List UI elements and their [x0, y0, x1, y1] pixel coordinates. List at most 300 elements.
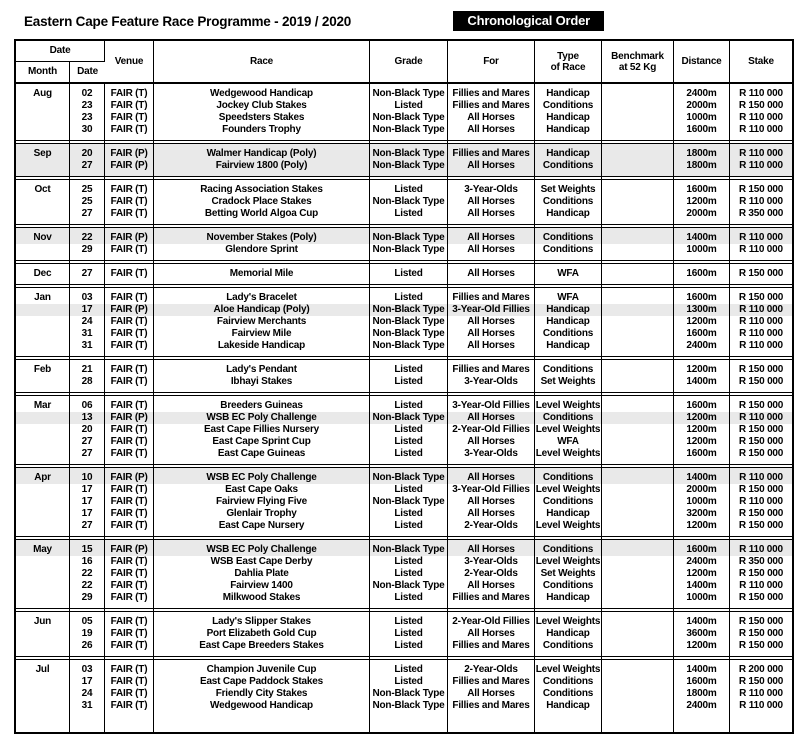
- cell-stake: R 150 000: [738, 592, 784, 603]
- cell-race: Ibhayi Stakes: [154, 376, 370, 392]
- cell-stake: R 150 000: [738, 448, 784, 459]
- cell-grade: Listed: [370, 660, 448, 676]
- cell-race: Champion Juvenile Cup: [154, 660, 370, 676]
- cell-benchmark: [602, 612, 674, 628]
- cell-grade: Non-Black Type: [370, 496, 448, 508]
- header-race: Race: [154, 41, 370, 84]
- cell-grade: Listed: [370, 556, 448, 568]
- cell-stake: R 150 000: [738, 184, 784, 195]
- cell-for: All Horses: [448, 160, 535, 176]
- cell-race: Speedsters Stakes: [154, 112, 370, 124]
- cell-for: Fillies and Mares: [448, 144, 535, 160]
- header-date-group: Date: [16, 41, 105, 62]
- cell-distance: 1200m: [674, 196, 730, 208]
- cell-for: Fillies and Mares: [448, 700, 535, 732]
- cell-grade: Non-Black Type: [370, 316, 448, 328]
- cell-for: All Horses: [448, 412, 535, 424]
- cell-type-of-race: Conditions: [535, 540, 602, 556]
- race-row: [16, 612, 792, 628]
- cell-month: [16, 628, 70, 640]
- cell-benchmark: [602, 540, 674, 556]
- cell-grade: Listed: [370, 508, 448, 520]
- cell-distance: 1600m: [674, 264, 730, 284]
- cell-benchmark: [602, 208, 674, 224]
- cell-type-of-race: Level Weights: [535, 448, 602, 464]
- cell-distance: 1200m: [674, 640, 730, 656]
- cell-month: [16, 304, 70, 316]
- cell-date: 17: [70, 304, 105, 316]
- cell-race: East Cape Guineas: [154, 448, 370, 464]
- race-row: [16, 540, 792, 556]
- cell-venue: FAIR (T): [105, 508, 154, 520]
- cell-stake: R 150 000: [738, 676, 784, 687]
- cell-venue: FAIR (P): [105, 540, 154, 556]
- cell-for: All Horses: [448, 124, 535, 140]
- cell-benchmark: [602, 436, 674, 448]
- cell-race: Glendore Sprint: [154, 244, 370, 260]
- cell-race: Wedgewood Handicap: [154, 700, 370, 732]
- cell-for: All Horses: [448, 540, 535, 556]
- cell-date: 16: [70, 556, 105, 568]
- race-row: [16, 640, 792, 656]
- cell-for: 3-Year-Olds: [448, 180, 535, 196]
- cell-venue: FAIR (T): [105, 484, 154, 496]
- cell-distance: 1200m: [674, 424, 730, 436]
- cell-month: [16, 316, 70, 328]
- cell-distance: 1400m: [674, 580, 730, 592]
- cell-grade: Listed: [370, 676, 448, 688]
- cell-venue: FAIR (T): [105, 316, 154, 328]
- cell-grade: Non-Black Type: [370, 580, 448, 592]
- cell-benchmark: [602, 264, 674, 284]
- cell-venue: FAIR (T): [105, 580, 154, 592]
- cell-venue: FAIR (T): [105, 100, 154, 112]
- cell-for: 3-Year-Old Fillies: [448, 484, 535, 496]
- cell-month: [16, 580, 70, 592]
- cell-stake: R 150 000: [738, 628, 784, 639]
- race-row: [16, 412, 792, 424]
- cell-grade: Listed: [370, 484, 448, 496]
- race-row: [16, 660, 792, 676]
- race-row: [16, 520, 792, 536]
- cell-venue: FAIR (P): [105, 160, 154, 176]
- cell-date: 29: [70, 244, 105, 260]
- cell-stake: R 150 000: [738, 484, 784, 495]
- cell-type-of-race: Level Weights: [535, 484, 601, 495]
- cell-grade: Listed: [370, 100, 448, 112]
- race-row: [16, 264, 792, 284]
- cell-venue: FAIR (T): [105, 660, 154, 676]
- cell-venue: FAIR (T): [105, 376, 154, 392]
- cell-date: 30: [70, 124, 105, 140]
- cell-distance: 1000m: [674, 112, 730, 124]
- cell-distance: 1400m: [674, 612, 730, 628]
- cell-race: November Stakes (Poly): [154, 228, 370, 244]
- cell-grade: Listed: [370, 436, 448, 448]
- cell-stake: R 110 000: [739, 112, 783, 123]
- cell-benchmark: [602, 580, 674, 592]
- cell-race: Lady's Bracelet: [154, 288, 370, 304]
- cell-for: Fillies and Mares: [448, 360, 535, 376]
- race-row: [16, 144, 792, 160]
- cell-benchmark: [602, 100, 674, 112]
- cell-for: All Horses: [448, 496, 535, 508]
- cell-distance: 1600m: [674, 396, 730, 412]
- cell-month: [16, 328, 70, 340]
- race-row: [16, 496, 792, 508]
- cell-type-of-race: Conditions: [535, 244, 602, 260]
- cell-stake: R 110 000: [739, 688, 783, 699]
- cell-race: East Cape Nursery: [154, 520, 370, 536]
- cell-race: Aloe Handicap (Poly): [154, 304, 370, 316]
- cell-date: 17: [70, 676, 105, 688]
- cell-grade: Non-Black Type: [370, 304, 448, 316]
- race-row: [16, 124, 792, 140]
- cell-for: All Horses: [448, 688, 535, 700]
- cell-month: Jul: [16, 660, 70, 676]
- cell-type-of-race: Conditions: [535, 468, 602, 484]
- cell-stake: R 110 000: [739, 700, 783, 711]
- cell-for: All Horses: [448, 468, 535, 484]
- cell-for: All Horses: [448, 228, 535, 244]
- cell-type-of-race: Conditions: [535, 196, 602, 208]
- cell-distance: 1600m: [674, 448, 730, 464]
- cell-benchmark: [602, 244, 674, 260]
- cell-distance: 2000m: [674, 100, 730, 112]
- cell-race: Fairview Mile: [154, 328, 370, 340]
- cell-date: 23: [70, 100, 105, 112]
- cell-month: Mar: [16, 396, 70, 412]
- cell-benchmark: [602, 124, 674, 140]
- cell-month: [16, 124, 70, 140]
- order-badge: Chronological Order: [453, 11, 604, 31]
- cell-race: East Cape Breeders Stakes: [154, 640, 370, 656]
- cell-venue: FAIR (T): [105, 556, 154, 568]
- cell-grade: Non-Black Type: [370, 244, 448, 260]
- cell-stake: R 110 000: [730, 228, 792, 244]
- race-row: [16, 508, 792, 520]
- cell-venue: FAIR (T): [105, 676, 154, 688]
- table-header: [16, 41, 792, 84]
- cell-grade: Non-Black Type: [370, 124, 448, 140]
- cell-date: 27: [70, 436, 105, 448]
- cell-race: Founders Trophy: [154, 124, 370, 140]
- cell-type-of-race: Handicap: [535, 592, 602, 608]
- cell-stake: R 150 000: [738, 400, 784, 411]
- cell-venue: FAIR (T): [105, 612, 154, 628]
- cell-type-of-race: Level Weights: [535, 612, 602, 628]
- race-row: [16, 196, 792, 208]
- cell-race: WSB EC Poly Challenge: [154, 412, 370, 424]
- cell-venue: FAIR (T): [105, 208, 154, 224]
- cell-grade: Non-Black Type: [370, 340, 448, 356]
- cell-grade: Listed: [370, 288, 448, 304]
- cell-venue: FAIR (T): [105, 396, 154, 412]
- cell-venue: FAIR (P): [105, 144, 154, 160]
- cell-date: 22: [70, 228, 105, 244]
- cell-stake: R 110 000: [739, 580, 783, 591]
- race-row: [16, 112, 792, 124]
- cell-race: Cradock Place Stakes: [154, 196, 370, 208]
- cell-grade: Non-Black Type: [370, 196, 448, 208]
- cell-month: [16, 196, 70, 208]
- cell-month: [16, 688, 70, 700]
- cell-for: 3-Year-Olds: [448, 448, 535, 464]
- race-row: [16, 316, 792, 328]
- cell-type-of-race: Handicap: [535, 124, 602, 140]
- cell-month: [16, 520, 70, 536]
- cell-date: 05: [70, 612, 105, 628]
- title-bar: [24, 9, 776, 33]
- cell-date: 17: [70, 496, 105, 508]
- cell-race: Milkwood Stakes: [154, 592, 370, 608]
- cell-date: 03: [70, 660, 105, 676]
- cell-grade: Non-Black Type: [370, 688, 448, 700]
- cell-benchmark: [602, 84, 674, 100]
- cell-for: All Horses: [448, 436, 535, 448]
- cell-date: 27: [70, 208, 105, 224]
- cell-date: 26: [70, 640, 105, 656]
- cell-month: Oct: [16, 180, 70, 196]
- cell-stake: R 200 000: [738, 664, 784, 675]
- cell-month: [16, 160, 70, 176]
- cell-date: 27: [70, 520, 105, 536]
- cell-benchmark: [602, 328, 674, 340]
- cell-grade: Non-Black Type: [370, 160, 448, 176]
- cell-type-of-race: Handicap: [535, 144, 602, 160]
- cell-stake: R 350 000: [738, 556, 784, 567]
- cell-benchmark: [602, 568, 674, 580]
- header-type-line1: Type: [557, 50, 579, 62]
- cell-benchmark: [602, 640, 674, 656]
- cell-month: [16, 568, 70, 580]
- header-type-of-race: [535, 41, 602, 84]
- cell-stake: R 350 000: [738, 208, 784, 219]
- cell-venue: FAIR (T): [105, 196, 154, 208]
- cell-date: 20: [70, 144, 105, 160]
- cell-benchmark: [602, 196, 674, 208]
- cell-venue: FAIR (T): [105, 496, 154, 508]
- cell-for: All Horses: [448, 112, 535, 124]
- race-row: [16, 228, 792, 244]
- header-distance: Distance: [674, 41, 730, 84]
- cell-benchmark: [602, 360, 674, 376]
- cell-for: Fillies and Mares: [448, 676, 535, 688]
- cell-grade: Listed: [370, 396, 448, 412]
- cell-race: Breeders Guineas: [154, 396, 370, 412]
- cell-type-of-race: Handicap: [535, 316, 602, 328]
- cell-stake: R 110 000: [739, 316, 783, 327]
- cell-for: 2-Year-Olds: [448, 520, 535, 536]
- cell-type-of-race: Level Weights: [535, 396, 602, 412]
- cell-distance: 1400m: [674, 660, 730, 676]
- race-programme-table: [14, 39, 794, 734]
- cell-month: [16, 424, 70, 436]
- cell-grade: Listed: [370, 520, 448, 536]
- cell-grade: Listed: [370, 612, 448, 628]
- cell-stake: R 110 000: [730, 144, 792, 160]
- cell-benchmark: [602, 700, 674, 732]
- race-row: [16, 340, 792, 356]
- cell-distance: 2000m: [674, 208, 730, 224]
- cell-distance: 1400m: [674, 228, 730, 244]
- cell-distance: 1800m: [674, 144, 730, 160]
- cell-distance: 2400m: [674, 700, 730, 732]
- cell-distance: 1200m: [674, 568, 730, 580]
- cell-type-of-race: Conditions: [535, 640, 602, 656]
- race-row: [16, 580, 792, 592]
- cell-type-of-race: Conditions: [535, 328, 602, 340]
- cell-month: [16, 700, 70, 732]
- cell-stake: R 110 000: [730, 468, 792, 484]
- cell-stake: R 110 000: [739, 340, 783, 351]
- cell-month: Jun: [16, 612, 70, 628]
- cell-date: 27: [70, 160, 105, 176]
- cell-distance: 1600m: [674, 180, 730, 196]
- cell-benchmark: [602, 412, 674, 424]
- cell-venue: FAIR (T): [105, 124, 154, 140]
- race-row: [16, 100, 792, 112]
- cell-stake: R 110 000: [739, 88, 783, 99]
- cell-benchmark: [602, 448, 674, 464]
- cell-venue: FAIR (T): [105, 264, 154, 284]
- race-table-body: [16, 84, 792, 732]
- cell-venue: FAIR (T): [105, 424, 154, 436]
- cell-race: Fairview 1800 (Poly): [154, 160, 370, 176]
- race-row: [16, 700, 792, 732]
- cell-type-of-race: Conditions: [535, 580, 602, 592]
- cell-type-of-race: WFA: [535, 288, 602, 304]
- cell-month: [16, 496, 70, 508]
- cell-distance: 2400m: [674, 84, 730, 100]
- cell-type-of-race: Set Weights: [535, 180, 602, 196]
- cell-for: All Horses: [448, 264, 535, 284]
- cell-venue: FAIR (T): [105, 288, 154, 304]
- cell-venue: FAIR (T): [105, 112, 154, 124]
- header-date: Date: [70, 62, 105, 84]
- cell-stake: R 150 000: [738, 364, 784, 375]
- cell-type-of-race: Conditions: [535, 688, 602, 700]
- cell-venue: FAIR (T): [105, 436, 154, 448]
- cell-date: 17: [70, 484, 105, 496]
- cell-month: Jan: [16, 288, 70, 304]
- race-row: [16, 688, 792, 700]
- cell-type-of-race: WFA: [535, 264, 602, 284]
- cell-type-of-race: Set Weights: [535, 568, 602, 580]
- cell-stake: R 110 000: [730, 304, 792, 316]
- cell-type-of-race: Handicap: [535, 304, 602, 316]
- cell-benchmark: [602, 508, 674, 520]
- cell-for: 2-Year-Olds: [448, 568, 535, 580]
- cell-for: 3-Year-Old Fillies: [448, 396, 535, 412]
- cell-month: [16, 112, 70, 124]
- cell-type-of-race: Handicap: [535, 208, 602, 224]
- cell-race: Fairview Merchants: [154, 316, 370, 328]
- cell-distance: 2000m: [674, 484, 730, 496]
- cell-benchmark: [602, 316, 674, 328]
- cell-distance: 1800m: [674, 688, 730, 700]
- cell-stake: R 110 000: [730, 160, 792, 176]
- cell-race: Port Elizabeth Gold Cup: [154, 628, 370, 640]
- cell-race: Wedgewood Handicap: [154, 84, 370, 100]
- cell-month: Dec: [16, 264, 70, 284]
- cell-benchmark: [602, 112, 674, 124]
- cell-type-of-race: Conditions: [535, 100, 602, 112]
- header-for: For: [448, 41, 535, 84]
- cell-for: 2-Year-Old Fillies: [448, 612, 535, 628]
- cell-date: 20: [70, 424, 105, 436]
- cell-type-of-race: Level Weights: [535, 424, 601, 435]
- cell-benchmark: [602, 304, 674, 316]
- cell-month: [16, 592, 70, 608]
- cell-venue: FAIR (T): [105, 520, 154, 536]
- cell-month: [16, 376, 70, 392]
- cell-month: Feb: [16, 360, 70, 376]
- cell-distance: 1600m: [674, 288, 730, 304]
- cell-grade: Non-Black Type: [370, 468, 448, 484]
- cell-grade: Non-Black Type: [370, 112, 448, 124]
- cell-date: 25: [70, 180, 105, 196]
- cell-grade: Non-Black Type: [370, 228, 448, 244]
- cell-race: Betting World Algoa Cup: [154, 208, 370, 224]
- race-row: [16, 288, 792, 304]
- cell-date: 28: [70, 376, 105, 392]
- cell-for: All Horses: [448, 340, 535, 356]
- cell-stake: R 110 000: [739, 196, 783, 207]
- cell-benchmark: [602, 340, 674, 356]
- cell-venue: FAIR (T): [105, 568, 154, 580]
- cell-stake: R 150 000: [738, 292, 784, 303]
- cell-distance: 1000m: [674, 496, 730, 508]
- cell-date: 24: [70, 316, 105, 328]
- cell-distance: 1200m: [674, 316, 730, 328]
- cell-month: Nov: [16, 228, 70, 244]
- header-stake: Stake: [730, 41, 792, 84]
- cell-distance: 2400m: [674, 556, 730, 568]
- cell-for: All Horses: [448, 628, 535, 640]
- cell-stake: R 110 000: [730, 412, 792, 424]
- cell-type-of-race: Level Weights: [535, 556, 601, 567]
- cell-venue: FAIR (T): [105, 688, 154, 700]
- cell-stake: R 150 000: [738, 568, 784, 579]
- cell-date: 22: [70, 568, 105, 580]
- cell-month: [16, 208, 70, 224]
- cell-race: WSB EC Poly Challenge: [154, 540, 370, 556]
- cell-type-of-race: Level Weights: [535, 520, 602, 536]
- cell-race: Lady's Pendant: [154, 360, 370, 376]
- cell-venue: FAIR (T): [105, 360, 154, 376]
- cell-venue: FAIR (P): [105, 412, 154, 424]
- cell-benchmark: [602, 468, 674, 484]
- cell-date: 25: [70, 196, 105, 208]
- cell-race: East Cape Fillies Nursery: [154, 424, 370, 436]
- race-row: [16, 84, 792, 100]
- cell-grade: Listed: [370, 592, 448, 608]
- cell-benchmark: [602, 676, 674, 688]
- cell-for: 2-Year-Old Fillies: [448, 424, 535, 436]
- cell-race: WSB EC Poly Challenge: [154, 468, 370, 484]
- cell-date: 02: [70, 84, 105, 100]
- cell-month: [16, 436, 70, 448]
- cell-distance: 1600m: [674, 124, 730, 140]
- cell-for: Fillies and Mares: [448, 640, 535, 656]
- cell-race: East Cape Sprint Cup: [154, 436, 370, 448]
- cell-date: 23: [70, 112, 105, 124]
- cell-for: Fillies and Mares: [448, 100, 535, 112]
- cell-race: East Cape Paddock Stakes: [154, 676, 370, 688]
- cell-type-of-race: Handicap: [535, 508, 602, 520]
- cell-date: 19: [70, 628, 105, 640]
